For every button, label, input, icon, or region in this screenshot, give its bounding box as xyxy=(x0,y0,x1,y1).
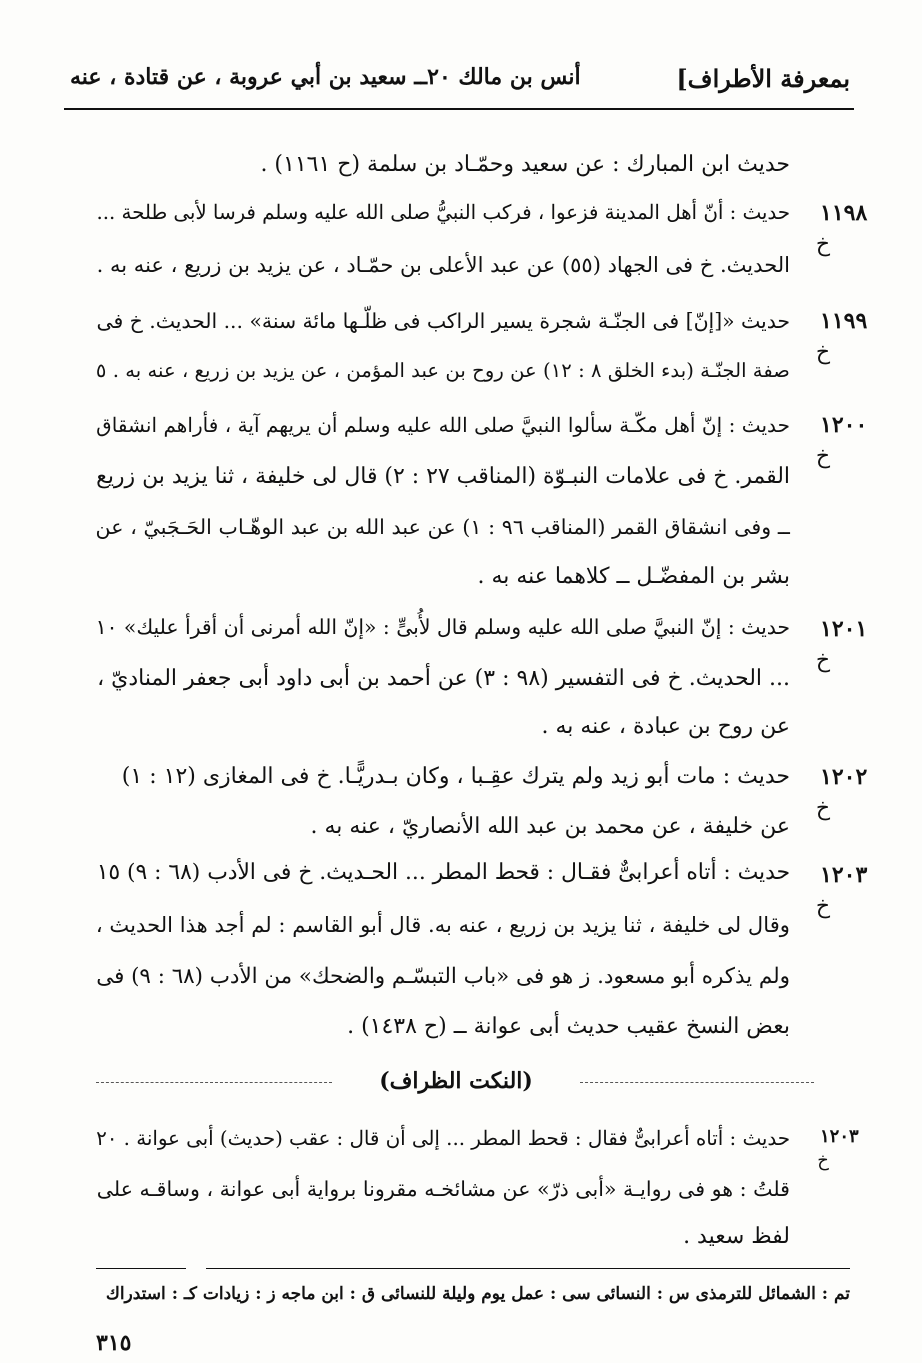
entry-line: حديث : إنّ النبيَّ صلى الله عليه وسلم قال لأُبىٍّ : «إنّ الله أمرنى أن أقرأ عليك» ١٠ xyxy=(95,615,790,639)
entry-line: حديث «[إنّ] فى الجنّـة شجرة يسير الراكب فى ظلّـها مائة سنة» ... الحديث. خ فى xyxy=(96,309,790,333)
entry-line: حديث : إنّ أهل مكّـة سألوا النبيَّ صلى الله عليه وسلم أن يريهم آية ، فأراهم انشقاق xyxy=(96,413,790,437)
entry-line: عن خليفة ، عن محمد بن عبد الله الأنصاريّ ، عنه به . xyxy=(310,814,790,839)
entry-line: عن روح بن عبادة ، عنه به . xyxy=(541,714,790,739)
section-title: (النكت الظراف) xyxy=(379,1068,533,1094)
entry-source-mark: خ xyxy=(815,444,831,469)
entry-number: ١٢٠٢ xyxy=(820,764,868,790)
page-number: ٣١٥ xyxy=(96,1330,132,1356)
header-rule xyxy=(64,108,854,110)
header-chapter-title: أنس بن مالك ٢٠ــ سعيد بن أبي عروبة ، عن قتادة ، عنه xyxy=(70,64,581,90)
entry-line: الحديث. خ فى الجهاد (٥٥) عن عبد الأعلى بن حمّـاد ، عن يزيد بن زريع ، عنه به . xyxy=(96,252,790,277)
entry-line: بشر بن المفضّـل ــ كلاهما عنه به . xyxy=(477,564,790,589)
nukat-source-mark: خ xyxy=(817,1150,829,1171)
nukat-line: لفظ سعيد . xyxy=(683,1224,790,1249)
nukat-number: ١٢٠٣ xyxy=(820,1126,859,1147)
entry-source-mark: خ xyxy=(815,796,831,821)
entry-line: وقال لى خليفة ، ثنا يزيد بن زريع ، عنه به. قال أبو القاسم : لم أجد هذا الحديث ، xyxy=(95,912,790,937)
intro-line: حديث ابن المبارك : عن سعيد وحمّـاد بن سلمة (ح ١١٦١) . xyxy=(260,152,790,177)
section-rule-right xyxy=(580,1082,814,1083)
entry-line: حديث : أنّ أهل المدينة فزعوا ، فركب النبيُّ صلى الله عليه وسلم فرسا لأبى طلحة ... xyxy=(96,201,790,224)
entry-source-mark: خ xyxy=(815,232,831,257)
nukat-line: حديث : أتاه أعرابىٌّ فقال : قحط المطر ... إلى أن قال : عقب (حديث) أبى عوانة . ٢٠ xyxy=(96,1127,790,1150)
entry-number: ١٢٠١ xyxy=(820,616,868,642)
entry-line: القمر. خ فى علامات النبـوّة (المناقب ٢٧ : ٢) قال لى خليفة ، ثنا يزيد بن زريع xyxy=(96,464,790,489)
entry-number: ١١٩٩ xyxy=(820,308,868,334)
entry-source-mark: خ xyxy=(815,340,831,365)
footer-rule-right xyxy=(206,1268,850,1269)
entry-number: ١٢٠٠ xyxy=(820,412,868,438)
nukat-line: قلتُ : هو فى روايـة «أبى ذرّ» عن مشائخـه مقرونا برواية أبى عوانة ، وساقـه على xyxy=(96,1177,790,1201)
running-header xyxy=(70,58,850,102)
entry-line: حديث : مات أبو زيد ولم يترك عقِـبا ، وكان بـدريًّـا. خ فى المغازى (١٢ : ١) xyxy=(121,764,790,789)
header-book-title: بمعرفة الأطراف] xyxy=(676,64,850,93)
entry-line: بعض النسخ عقيب حديث أبى عوانة ــ (ح ١٤٣٨) . xyxy=(347,1014,790,1039)
entry-source-mark: خ xyxy=(815,894,831,919)
entry-source-mark: خ xyxy=(815,648,831,673)
section-rule-left xyxy=(96,1082,332,1083)
entry-line: ... الحديث. خ فى التفسير (٩٨ : ٣) عن أحمد بن أبى داود أبى جعفر المناديّ ، xyxy=(97,666,790,691)
abbreviations-legend: تم : الشمائل للترمذى س : النسائى سى : عمل يوم وليلة للنسائى ق : ابن ماجه ز : زيادات كـ : استدراك xyxy=(105,1284,850,1304)
entry-line: صفة الجنّـة (بدء الخلق ٨ : ١٢) عن روح بن عبد المؤمن ، عن يزيد بن زريع ، عنه به . ٥ xyxy=(95,359,790,382)
entry-line: حديث : أتاه أعرابىٌّ فقـال : قحط المطر ... الحـديث. خ فى الأدب (٦٨ : ٩) ١٥ xyxy=(96,860,790,885)
entry-number: ١١٩٨ xyxy=(820,200,868,226)
entry-line: ــ وفى انشقاق القمر (المناقب ٩٦ : ١) عن عبد الله بن عبد الوهّـاب الحَـجَبيّ ، عن xyxy=(95,515,790,539)
footer-rule-left xyxy=(96,1268,186,1269)
entry-line: ولم يذكره أبو مسعود. ز هو فى «باب التبسّـم والضحك» من الأدب (٦٨ : ٩) فى xyxy=(96,964,790,989)
entry-number: ١٢٠٣ xyxy=(820,862,868,888)
